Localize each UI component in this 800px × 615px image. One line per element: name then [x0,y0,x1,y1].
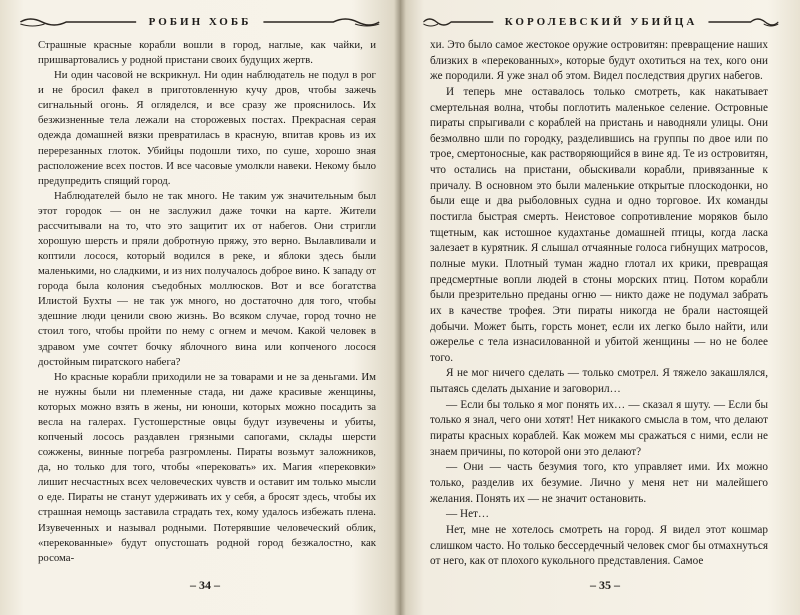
page-number-right: – 35 – [590,578,620,592]
book-title: КОРОЛЕВСКИЙ УБИЙЦА [504,16,698,28]
paragraph: Но красные корабли приходили не за товарами и не за деньгами. Им не нужны были ни племенные стада, ни даже красивые женщины, которых можно взять в жены, ни юноши, которых можно посадить за весла на галерах. Густошерстные овцы будут изувечены и убиты, копченый лосось раздавлен грязными сапогами, склады шерсти сожжены, винные погреба разгромлены. Пираты возьмут заложников, да, но только для того, чтобы «перековать» их. Магия «перековки» лишит несчастных всех человеческих чувств и оставит им только мысли о еде. Пираты не станут удерживать их у себя, а бросят здесь, чтобы их страшная немощь заставила страдать тех, кому удалось избежать плена. Изувеченных и называл родными. Потерявшие человеческий облик, «перекованные» будут опустошать родной город безжалостно, как росома- [38,370,376,564]
right-running-header [422,8,780,36]
paragraph: Я не мог ничего сделать — только смотрел. Я тяжело закашлялся, пытаясь сделать дыхание и заговорил… [430,367,768,396]
left-body-text [38,38,376,566]
book-gutter-shadow [394,0,406,615]
header-ornament-right-icon [707,15,780,29]
header-ornament-right-icon [261,15,382,29]
author-name: РОБИН ХОББ [148,16,252,28]
right-body-text [430,38,768,570]
header-ornament-left-icon [18,15,139,29]
paragraph: Наблюдателей было не так много. Не таким уж значительным был этот городок — он не заслужил даже точки на карте. Жители рассчитывали на то, что это защитит их от набегов. Они стригли хорошую шерсть и пряли добротную пряжу, это верно. Вылавливали и коптили лосося, который водился в реке, и яблоки здесь были маленькими, но сладкими, и из них получалось доброе вино. К западу от города была колония съедобных моллюсков. Вот и все богатства Илистой Бухты — не так уж много, но достаточно для того, чтобы здешние люди ценили свою жизнь. Во всяком случае, город точно не стоил того, чтобы пройти по нему с огнем и мечом. Какой человек в здравом уме сочтет бочку яблочного вина или копченого лосося достойным пиратского набега? [38,189,376,368]
paragraph: Нет, мне не хотелось смотреть на город. Я видел этот кошмар слишком часто. Но только бессердечный человек смог бы отмахнуться от него, как от плохого кукольного представления. Самое [430,523,768,568]
page-number-left: – 34 – [190,578,220,592]
right-page [400,0,800,615]
paragraph: — Они — часть безумия того, кто управляет ими. Их можно только, разделив их безумие. Лично у меня нет ни малейшего желания. Понять их — не значит остановить. [430,461,768,505]
paragraph: Страшные красные корабли вошли в город, наглые, как чайки, и пришвартовались у родной пристани своих будущих жертв. [38,39,376,67]
paragraph: — Нет… [446,508,490,521]
header-ornament-left-icon [422,15,495,29]
paragraph: Ни один часовой не вскрикнул. Ни один наблюдатель не подул в рог и не бросил факел в приготовленную кучу дров, чтобы зажечь сигнальный огонь. Я огляделся, и все сразу же прояснилось. Их безжизненные тела лежали на сторожевых постах. Прекрасная серая одежда домашней вязки превратилась в красную, впитав кровь из их перерезанных глоток. Убийцы подошли тихо, по суше, хорошо зная расположение всех постов. И все часовые умолкли навеки. Некому было предупредить спящий город. [38,69,376,187]
paragraph: — Если бы только я мог понять их… — сказал я шуту. — Если бы только я знал, чего они хотят! Нет никакого смысла в том, что делают пираты красных кораблей. Как можем мы сражаться с ними, если не знаем причины, по которой они это делают? [430,398,768,458]
paragraph: И теперь мне оставалось только смотреть, как накатывает смертельная волна, чтобы поглотить маленькое селение. Островные пираты спрыгивали с кораблей на пристань и наводняли улицы. Они безмолвно шли по городку, разделившись на группы по двое или по трое, смертоносные, как растворяющийся в вине яд. Те из островитян, что остались на пристани, обыскивали корабли, привязанные к причалу. В основном это были маленькие открытые плоскодонки, но были еще и два рыболовных судна и одно торговое. Их команды постигла быстрая смерть. Неистовое сопротивление моряков было тщетным, как истошное кудахтанье домашней птицы, когда ласка залезает в курятник. Я слышал отчаянные голоса гибнущих матросов, полные муки. Плотный туман жадно глотал их крики, превращая предсмертные вопли людей в стоны морских птиц. Потом корабли были презрительно преданы огню — никто даже не подумал забрать их в качестве трофея. Эти пираты никогда не брали настоящей добычи. Может быть, горсть монет, если их легко было найти, или ожерелье с тела изнасилованной и убитой женщины — но не более того. [430,85,768,364]
left-running-header [18,8,382,36]
paragraph: хи. Это было самое жестокое оружие островитян: превращение наших близких в «перекованных», которые будут охотиться на тех, кого они же породили. Я уже знал об этом. Видел последствия других набегов. [430,39,768,83]
